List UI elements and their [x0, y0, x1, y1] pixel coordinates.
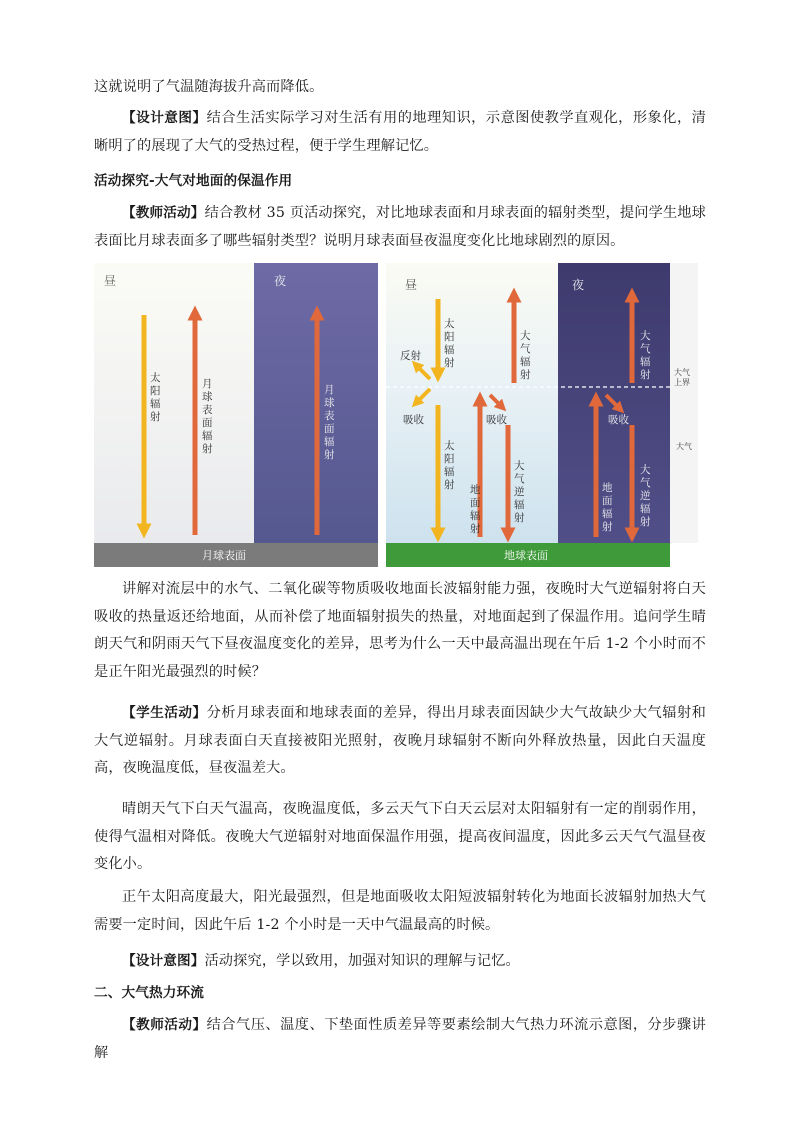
earth-ground-rad-night-label: 地面辐射 — [602, 482, 613, 533]
tag-student-activity: 【学生活动】 — [122, 705, 207, 721]
paragraph-explanation: 讲解对流层中的水气、二氧化碳等物质吸收地面长波辐射能力强，夜晚时大气逆辐射将白天吸收的热量返还给地面，从而补偿了地面辐射损失的热量，对地面起到了保温作用。追问学生晴朗天气和阴雨天气下昼夜温度变化的差异，思考为什么一天中最高温出现在午后 1-2 个小时而不是正午阳光最强烈的时候？ — [94, 581, 706, 680]
earth-day-label: 昼 — [405, 278, 418, 292]
paragraph-design-intent-1: 【设计意图】结合生活实际学习对生活有用的地理知识，示意图使教学直观化，形象化，清晰明了的展现了大气的受热过程，便于学生理解记忆。 — [94, 110, 706, 154]
moon-solar-label: 太阳辐射 — [150, 372, 161, 423]
moon-night-surface-rad-label: 月球表面辐射 — [324, 384, 335, 461]
moon-panel — [94, 263, 378, 567]
earth-reflect-label: 反射 — [400, 350, 421, 362]
atmosphere-top-label: 大气上界 — [674, 368, 690, 387]
paragraph-noon-temperature: 正午太阳高度最大，阳光最强烈，但是地面吸收太阳短波辐射转化为地面长波辐射加热大气需要一定时间，因此午后 1-2 个小时是一天中气温最高的时候。 — [94, 889, 706, 933]
moon-day-surface-rad-label: 月球表面辐射 — [202, 378, 213, 455]
tag-design-intent: 【设计意图】 — [122, 110, 207, 126]
earth-surface-label: 地球表面 — [504, 549, 548, 562]
radiation-diagram-svg — [94, 263, 698, 567]
tag-design-intent-2: 【设计意图】 — [122, 953, 205, 969]
earth-solar-top-label: 太阳辐射 — [444, 318, 455, 369]
radiation-comparison-figure — [94, 263, 698, 567]
earth-panel — [386, 263, 698, 567]
paragraph-student-activity: 【学生活动】分析月球表面和地球表面的差异，得出月球表面因缺少大气故缺少大气辐射和大气逆辐射。月球表面白天直接被阳光照射，夜晚月球辐射不断向外释放热量，因此白天温度高，夜晚温度低，昼夜温差大。 — [94, 705, 706, 776]
earth-absorb-mid-label: 吸收 — [486, 414, 507, 426]
section-heading-thermal-circulation: 二、大气热力环流 — [94, 985, 204, 1001]
moon-night-label: 夜 — [274, 274, 287, 288]
paragraph-design-intent-2: 【设计意图】活动探究，学以致用，加强对知识的理解与记忆。 — [122, 953, 520, 969]
tag-teacher-activity-2: 【教师活动】 — [122, 1017, 207, 1033]
earth-absorb-night-label: 吸收 — [608, 414, 629, 426]
atmosphere-label: 大气 — [676, 442, 692, 451]
earth-counter-night-label: 大气逆辐射 — [640, 464, 651, 528]
earth-absorb-left-label: 吸收 — [403, 414, 424, 426]
earth-day-atm-rad-label: 大气辐射 — [520, 330, 531, 381]
earth-ground-rad-day-label: 地面辐射 — [470, 484, 481, 535]
paragraph-cloudy-weather: 晴朗天气下白天气温高，夜晚温度低，多云天气下白天云层对太阳辐射有一定的削弱作用，使得气温相对降低。夜晚大气逆辐射对地面保温作用强，提高夜间温度，因此多云天气气温昼夜变化小。 — [94, 801, 706, 872]
earth-counter-day-label: 大气逆辐射 — [514, 460, 525, 524]
earth-solar-bottom-label: 太阳辐射 — [444, 440, 455, 491]
moon-surface-label: 月球表面 — [202, 549, 246, 562]
earth-night-atm-rad-label: 大气辐射 — [640, 330, 651, 381]
paragraph-teacher-activity-1: 【教师活动】结合教材 35 页活动探究，对比地球表面和月球表面的辐射类型，提问学生地球表面比月球表面多了哪些辐射类型？说明月球表面昼夜温度变化比地球剧烈的原因。 — [94, 205, 707, 249]
tag-teacher-activity: 【教师活动】 — [122, 205, 205, 221]
earth-night-label: 夜 — [572, 278, 585, 292]
moon-day-label: 昼 — [104, 274, 117, 288]
section-heading-activity: 活动探究-大气对地面的保温作用 — [94, 173, 293, 189]
paragraph-teacher-activity-2: 【教师活动】结合气压、温度、下垫面性质差异等要素绘制大气热力环流示意图，分步骤讲解 — [94, 1017, 706, 1061]
paragraph-conclusion: 这就说明了气温随海拔升高而降低。 — [94, 79, 324, 95]
